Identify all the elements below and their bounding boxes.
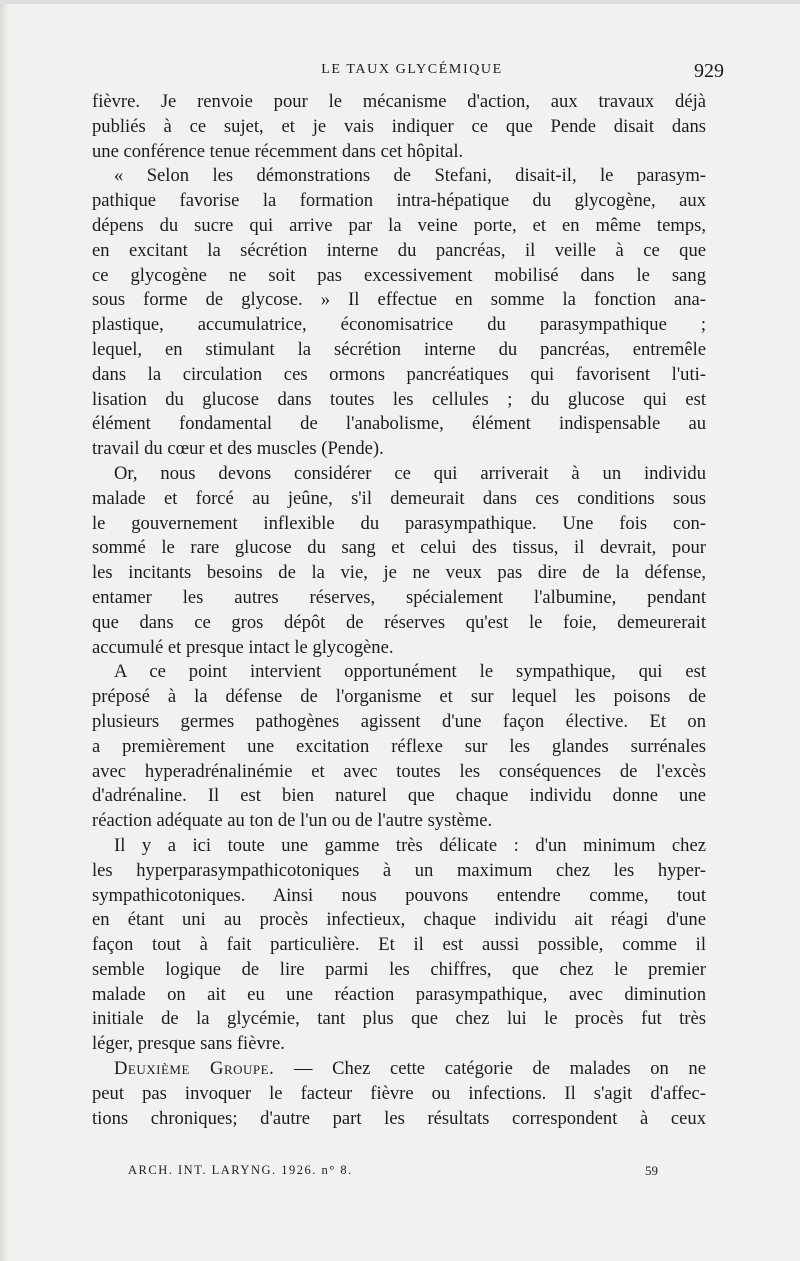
section-line	[92, 1057, 706, 1082]
text-line: Il y a ici toute une gamme très délicate : d'un minimum chez	[114, 834, 706, 856]
text-line: préposé à la défense de l'organisme et sur lequel les poisons de	[92, 686, 706, 708]
text-line: réaction adéquate au ton de l'un ou de l'autre système.	[92, 810, 493, 832]
text-line: sommé le rare glucose du sang et celui des tissus, il devrait, pour	[92, 537, 706, 559]
text-line: une conférence tenue récemment dans cet hôpital.	[92, 140, 464, 162]
text-line: le gouvernement inflexible du parasympathique. Une fois con-	[92, 512, 706, 534]
text-line: dans la circulation ces ormons pancréatiques qui favorisent l'uti-	[92, 363, 706, 385]
text-line: Or, nous devons considérer ce qui arriverait à un individu	[114, 462, 706, 484]
text-line: — Chez cette catégorie de malades on ne	[293, 1058, 706, 1080]
text-line: tions chroniques; d'autre part les résultats correspondent à ceux	[92, 1107, 706, 1129]
section-heading: Deuxième Groupe.	[114, 1058, 275, 1080]
text-line: malade on ait eu une réaction parasympathique, avec diminution	[92, 983, 706, 1005]
text-line: entamer les autres réserves, spécialement l'albumine, pendant	[92, 586, 706, 608]
text-line: plastique, accumulatrice, économisatrice du parasympathique ;	[92, 314, 706, 336]
page-footer	[128, 1163, 658, 1183]
text-line: a premièrement une excitation réflexe sur les glandes surrénales	[92, 735, 706, 757]
text-line: façon tout à fait particulière. Et il est aussi possible, comme il	[92, 934, 706, 956]
text-line: publiés à ce sujet, et je vais indiquer ce que Pende disait dans	[92, 115, 706, 137]
text-line: initiale de la glycémie, tant plus que chez lui le procès fut très	[92, 1008, 706, 1030]
text-line: en excitant la sécrétion interne du pancréas, il veille à ce que	[92, 239, 706, 261]
text-line: en étant uni au procès infectieux, chaque individu ait réagi d'une	[92, 909, 706, 931]
text-line: accumulé et presque intact le glycogène.	[92, 636, 394, 658]
journal-reference: ARCH. INT. LARYNG. 1926. n° 8.	[128, 1163, 353, 1177]
text-line: fièvre. Je renvoie pour le mécanisme d'action, aux travaux déjà	[92, 91, 706, 112]
text-line: les hyperparasympathicotoniques à un maximum chez les hyper-	[92, 859, 706, 881]
text-line: semble logique de lire parmi les chiffres, que chez le premier	[92, 958, 706, 980]
text-line: « Selon les démonstrations de Stefani, disait-il, le parasym-	[114, 165, 706, 187]
text-line: avec hyperadrénalinémie et avec toutes les conséquences de l'excès	[92, 760, 706, 782]
signature-mark: 59	[645, 1163, 658, 1178]
text-line: plusieurs germes pathogènes agissent d'une façon élective. Et on	[92, 710, 706, 732]
text-line: léger, presque sans fièvre.	[92, 1033, 285, 1055]
running-header	[92, 60, 732, 86]
text-line: malade et forcé au jeûne, s'il demeurait dans ces conditions sous	[92, 487, 706, 509]
text-line: lisation du glucose dans toutes les cellules ; du glucose qui est	[92, 388, 706, 410]
running-title: LE TAUX GLYCÉMIQUE	[321, 62, 503, 77]
text-line: ce glycogène ne soit pas excessivement mobilisé dans le sang	[92, 264, 706, 286]
page-binding-edge	[0, 0, 8, 1261]
text-line: sous forme de glycose. » Il effectue en somme la fonction ana-	[92, 289, 706, 311]
page-number: 929	[694, 60, 724, 82]
text-line: sympathicotoniques. Ainsi nous pouvons entendre comme, tout	[92, 884, 706, 906]
text-line: d'adrénaline. Il est bien naturel que chaque individu donne une	[92, 785, 706, 807]
body-text	[92, 90, 706, 1131]
text-line: dépens du sucre qui arrive par la veine porte, et en même temps,	[92, 214, 706, 236]
text-line: les incitants besoins de la vie, je ne veux pas dire de la défense,	[92, 562, 706, 584]
text-line: peut pas invoquer le facteur fièvre ou infections. Il s'agit d'affec-	[92, 1082, 706, 1104]
text-line: A ce point intervient opportunément le sympathique, qui est	[114, 661, 706, 683]
text-line: travail du cœur et des muscles (Pende).	[92, 438, 384, 460]
text-line: élément fondamental de l'anabolisme, élément indispensable au	[92, 413, 706, 435]
text-line: pathique favorise la formation intra-hépatique du glycogène, aux	[92, 190, 706, 212]
text-line: lequel, en stimulant la sécrétion interne du pancréas, entremêle	[92, 338, 706, 360]
page-top-edge	[0, 0, 800, 4]
text-line: que dans ce gros dépôt de réserves qu'est le foie, demeurerait	[92, 611, 706, 633]
